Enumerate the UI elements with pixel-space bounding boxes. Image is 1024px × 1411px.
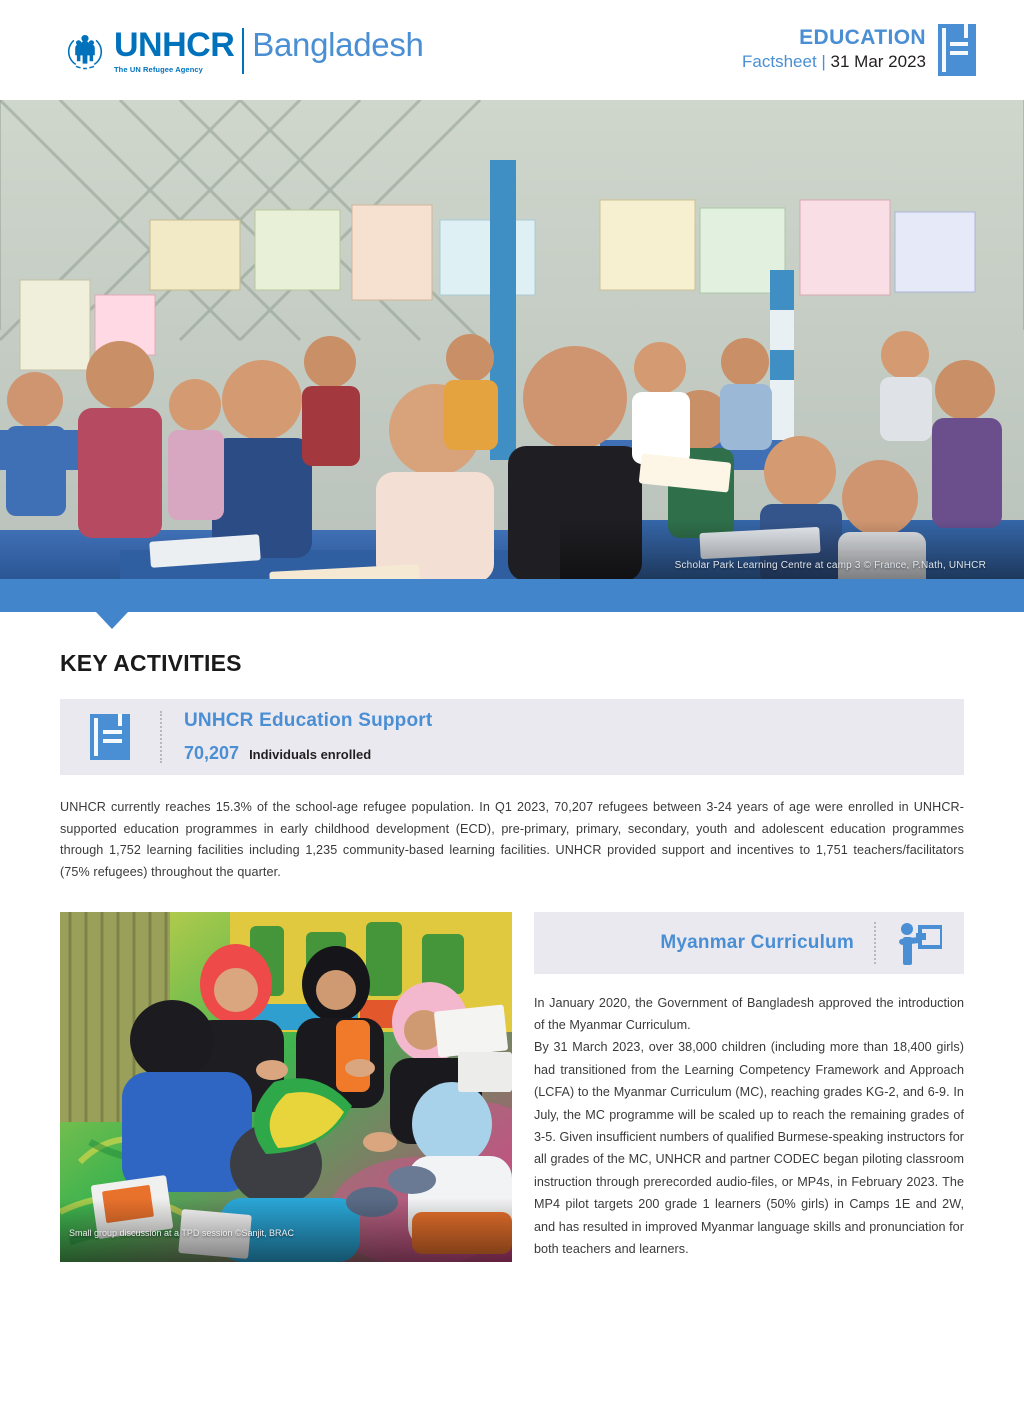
unhcr-logo — [62, 25, 424, 77]
section-title-key-activities: KEY ACTIVITIES — [60, 650, 242, 676]
tpd-photo-caption: Small group discussion at a TPD session ©Sanjit, BRAC — [69, 1227, 295, 1238]
teacher-whiteboard-icon — [896, 921, 942, 965]
header-meta — [742, 24, 976, 76]
book-icon — [938, 24, 976, 76]
factsheet-date-line — [742, 52, 926, 72]
curriculum-paragraph-1: In January 2020, the Government of Bangladesh approved the introduction of the Myanmar Curriculum. — [534, 995, 964, 1033]
enrolled-label: Individuals enrolled — [249, 747, 372, 762]
hero-photo — [0, 100, 1024, 579]
logo-wordmark — [114, 28, 424, 74]
enrolled-count: 70,207 — [184, 743, 240, 763]
tpd-session-photo — [60, 912, 512, 1262]
unhcr-emblem-icon — [62, 28, 108, 74]
myanmar-curriculum-section — [60, 912, 964, 1262]
page-title: EDUCATION — [799, 26, 926, 49]
curriculum-body — [534, 992, 964, 1261]
factsheet-label: Factsheet | — [742, 52, 831, 72]
key-activities-paragraph: UNHCR currently reaches 15.3% of the school-age refugee population. In Q1 2023, 70,207 refugees between 3-24 years of age were enrolled in UNHCR-supported education programmes in early childhood development (ECD), pre-primary, primary, secondary, youth and adolescent education programmes through 1,752 learning facilities including 1,235 community-based learning facilities. UNHCR provided support and incentives to 1,751 teachers/facilitators (75% refugees) throughout the quarter. — [60, 800, 964, 879]
panel-divider — [160, 711, 162, 763]
curriculum-title: Myanmar Curriculum — [660, 931, 854, 953]
logo-organisation: UNHCR — [114, 26, 235, 64]
factsheet-date: 31 Mar 2023 — [830, 52, 926, 72]
panel-title: UNHCR Education Support — [184, 710, 433, 731]
curriculum-paragraph-2: By 31 March 2023, over 38,000 children (including more than 18,400 girls) had transitioned from the Learning Competency Framework and Approach (LCFA) to the Myanmar Curriculum (MC), reaching grades KG-2, and 6-9. In July, the MC programme will be scaled up to reach the remaining grades of 3-5. Given insufficient numbers of qualified Burmese-speaking instructors for all grades of the MC, UNHCR and partner CODEC began piloting classroom instruction through prerecorded audio-files, or MP4s, in February 2023. The MP4 pilot targets 200 grade 1 learners (50% girls) in Camps 1E and 2W, and has resulted in improved Myanmar language skills and pronunciation for both teachers and learners. — [534, 1040, 964, 1257]
logo-country: Bangladesh — [252, 26, 424, 63]
hero-photo-caption: Scholar Park Learning Centre at camp 3 © France, P.Nath, UNHCR — [674, 560, 986, 571]
curriculum-column — [534, 912, 964, 1261]
logo-divider — [242, 28, 244, 74]
curriculum-header-panel — [534, 912, 964, 974]
page-header — [0, 0, 1024, 100]
main-content — [0, 650, 1024, 1262]
logo-tagline: The UN Refugee Agency — [114, 65, 203, 74]
blue-banner — [0, 579, 1024, 612]
book-icon — [86, 714, 134, 760]
banner-pointer-icon — [96, 612, 128, 629]
curriculum-divider — [874, 922, 876, 964]
education-support-panel — [60, 699, 964, 775]
